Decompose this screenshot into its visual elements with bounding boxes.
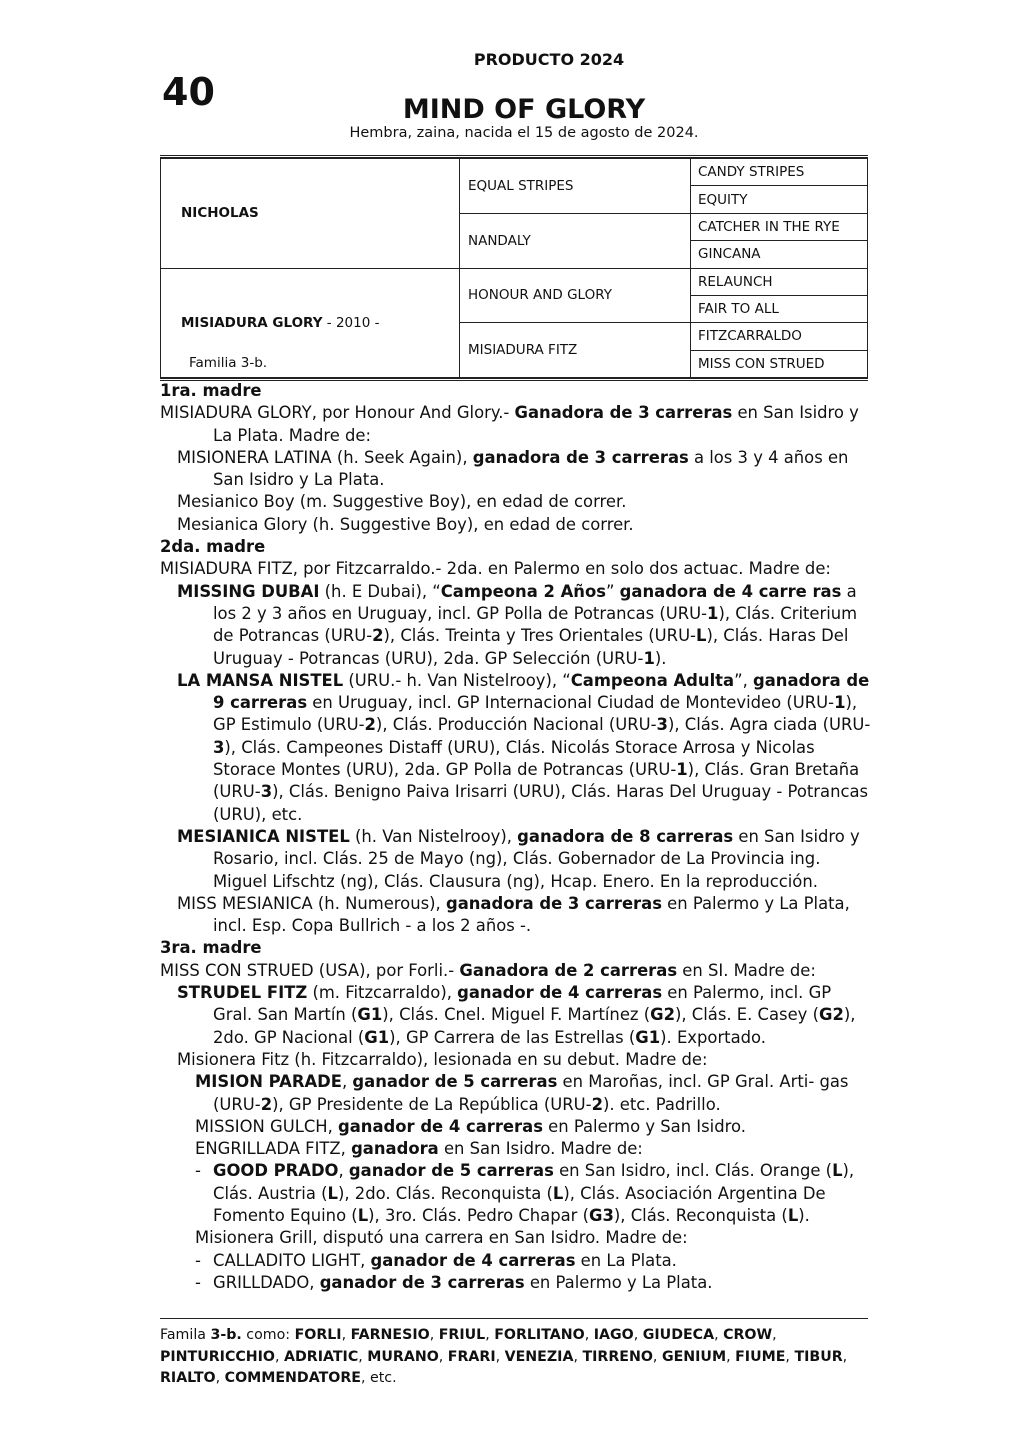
family-name: TIBUR (794, 1348, 843, 1365)
family-name: FARNESIO (350, 1327, 430, 1343)
grand-offspring-3: ENGRILLADA FITZ, ganadora en San Isidro. Madre de: (195, 1139, 643, 1159)
family-footer: Famila 3-b. como: FORLI, FARNESIO, FRIUL, FORLITANO, IAGO, GIUDECA, CROW, PINTURICCHIO, ADRIATIC, MURANO, FRARI, VENEZIA, TIRRENO, GENIUM, FIUME, TIBUR, RIALTO, COMMENDATORE, etc. (160, 1327, 848, 1386)
pedigree-dam-dam: MISIADURA FITZ (460, 323, 691, 378)
grand-offspring-4: Misionera Grill, disputó una carrera en San Isidro. Madre de: (195, 1228, 688, 1248)
great-grand-offspring-3: - GRILLDADO, ganador de 3 carreras en Palermo y La Plata. (195, 1272, 713, 1292)
first-dam-heading: 1ra. madre (160, 381, 262, 400)
pedigree-sire-sire: EQUAL STRIPES (460, 159, 691, 214)
family-name: FRARI (447, 1348, 496, 1365)
first-dam-offspring-3: Mesianica Glory (h. Suggestive Boy), en edad de correr. (177, 514, 634, 534)
lot-number: 40 (162, 70, 215, 114)
horse-description: Hembra, zaina, nacida el 15 de agosto de 2024. (349, 125, 699, 141)
pedigree-sire: NICHOLAS (161, 159, 460, 269)
family-name: RIALTO (160, 1370, 216, 1386)
family-name: TIRRENO (582, 1348, 653, 1365)
family-name: COMMENDATORE (224, 1370, 361, 1386)
family-name: MURANO (367, 1348, 439, 1365)
family-name: FRIUL (438, 1327, 486, 1343)
pedigree-dam-cell (161, 268, 460, 378)
horse-name: MIND OF GLORY (402, 94, 646, 125)
product-line: PRODUCTO 2024 (473, 50, 625, 69)
third-dam-offspring-2: Misionera Fitz (h. Fitzcarraldo), lesionada en su debut. Madre de: (177, 1049, 708, 1069)
first-dam-offspring-2: Mesianico Boy (m. Suggestive Boy), en edad de correr. (177, 492, 627, 512)
second-dam-offspring-3: MESIANICA NISTEL (h. Van Nistelrooy), ganadora de 8 carreras en San Isidro y Rosario, incl. Clás. 25 de Mayo (ng), Clás. Gobernador de La Provincia ing. Miguel Lifschtz (ng), Clás. Clausura (ng), Hcap. Enero. En la reproducción. (177, 826, 860, 891)
family-name: FORLITANO (494, 1327, 585, 1343)
catalog-body (160, 380, 872, 1294)
pedigree-table (160, 155, 868, 381)
great-grand-offspring-2: - CALLADITO LIGHT, ganador de 4 carreras en La Plata. (195, 1250, 677, 1270)
footer-divider (160, 1318, 868, 1319)
grand-offspring-1: MISION PARADE, ganador de 5 carreras en Maroñas, incl. GP Gral. Arti- gas (URU-2), GP Presidente de La República (URU-2). etc. Padrillo. (195, 1072, 849, 1114)
family-name: FIUME (735, 1348, 786, 1365)
pedigree-g3-5: RELAUNCH (691, 268, 868, 295)
pedigree-dam-year: - 2010 - (322, 314, 380, 331)
pedigree-g3-3: CATCHER IN THE RYE (691, 213, 868, 240)
great-grand-offspring-1: - GOOD PRADO, ganador de 5 carreras en San Isidro, incl. Clás. Orange (L), Clás. Austria (L), 2do. Clás. Reconquista (L), Clás. Asociación Argentina De Fomento Equino (L), 3ro. Clás. Pedro Chapar (G3), Clás. Reconquista (L). (195, 1161, 855, 1225)
pedigree-dam: MISIADURA GLORY (181, 314, 323, 331)
pedigree-g3-8: MISS CON STRUED (691, 350, 868, 377)
family-name: CROW (723, 1327, 773, 1343)
first-dam-offspring-1: MISIONERA LATINA (h. Seek Again), ganadora de 3 carreras a los 3 y 4 años en San Isidro y La Plata. (177, 447, 849, 490)
family-name: VENEZIA (504, 1348, 574, 1365)
second-dam-offspring-1: MISSING DUBAI (h. E Dubai), “Campeona 2 Años” ganadora de 4 carre ras a los 2 y 3 años en Uruguay, incl. GP Polla de Potrancas (URU-1), Clás. Criterium de Potrancas (URU-2), Clás. Treinta y Tres Orientales (URU-L), Clás. Haras Del Uruguay - Potrancas (URU), 2da. GP Selección (URU-1). (177, 581, 858, 668)
third-dam-paragraph: MISS CON STRUED (USA), por Forli.- Ganadora de 2 carreras en SI. Madre de: (160, 960, 816, 980)
second-dam-offspring-2: LA MANSA NISTEL (URU.- h. Van Nistelrooy), “Campeona Adulta”, ganadora de 9 carreras en Uruguay, incl. GP Internacional Ciudad de Montevideo (URU-1), GP Estimulo (URU-2), Clás. Producción Nacional (URU-3), Clás. Agra ciada (URU-3), Clás. Campeones Distaff (URU), Clás. Nicolás Storace Arrosa y Nicolas Storace Montes (URU), 2da. GP Polla de Potrancas (URU-1), Clás. Gran Bretaña (URU-3), Clás. Benigno Paiva Irisarri (URU), Clás. Haras Del Uruguay - Potrancas (URU), etc. (177, 670, 871, 824)
family-name: GIUDECA (642, 1327, 715, 1343)
family-name: PINTURICCHIO (160, 1348, 275, 1365)
pedigree-g3-4: GINCANA (691, 241, 868, 268)
family-name: ADRIATIC (284, 1348, 359, 1365)
pedigree-dam-sire: HONOUR AND GLORY (460, 268, 691, 323)
pedigree-family: Familia 3-b. (189, 355, 268, 371)
pedigree-g3-1: CANDY STRIPES (691, 159, 868, 186)
pedigree-g3-2: EQUITY (691, 186, 868, 213)
second-dam-heading: 2da. madre (160, 537, 266, 557)
grand-offspring-2: MISSION GULCH, ganador de 4 carreras en Palermo y San Isidro. (195, 1116, 746, 1136)
second-dam-offspring-4: MISS MESIANICA (h. Numerous), ganadora de 3 carreras en Palermo y La Plata, incl. Esp. Copa Bullrich - a los 2 años -. (177, 893, 850, 936)
pedigree-g3-6: FAIR TO ALL (691, 295, 868, 322)
pedigree-g3-7: FITZCARRALDO (691, 323, 868, 350)
pedigree-sire-dam: NANDALY (460, 213, 691, 268)
first-dam-paragraph: MISIADURA GLORY, por Honour And Glory.- Ganadora de 3 carreras en San Isidro y La Plata. Madre de: (160, 403, 859, 445)
family-name: GENIUM (661, 1348, 727, 1365)
family-name: IAGO (593, 1327, 634, 1343)
second-dam-paragraph: MISIADURA FITZ, por Fitzcarraldo.- 2da. en Palermo en solo dos actuac. Madre de: (160, 559, 831, 579)
family-names: FORLI, FARNESIO, FRIUL, FORLITANO, IAGO, GIUDECA, CROW, PINTURICCHIO, ADRIATIC, MURANO, FRARI, VENEZIA, TIRRENO, GENIUM, FIUME, TIBUR, RIALTO, COMMENDATORE (160, 1327, 848, 1386)
third-dam-offspring-1: STRUDEL FITZ (m. Fitzcarraldo), ganador de 4 carreras en Palermo, incl. GP Gral. San Martín (G1), Clás. Cnel. Miguel F. Martínez (G2), Clás. E. Casey (G2), 2do. GP Nacional (G1), GP Carrera de las Estrellas (G1). Exportado. (177, 983, 856, 1047)
third-dam-heading: 3ra. madre (160, 938, 262, 958)
family-name: FORLI (294, 1327, 342, 1343)
